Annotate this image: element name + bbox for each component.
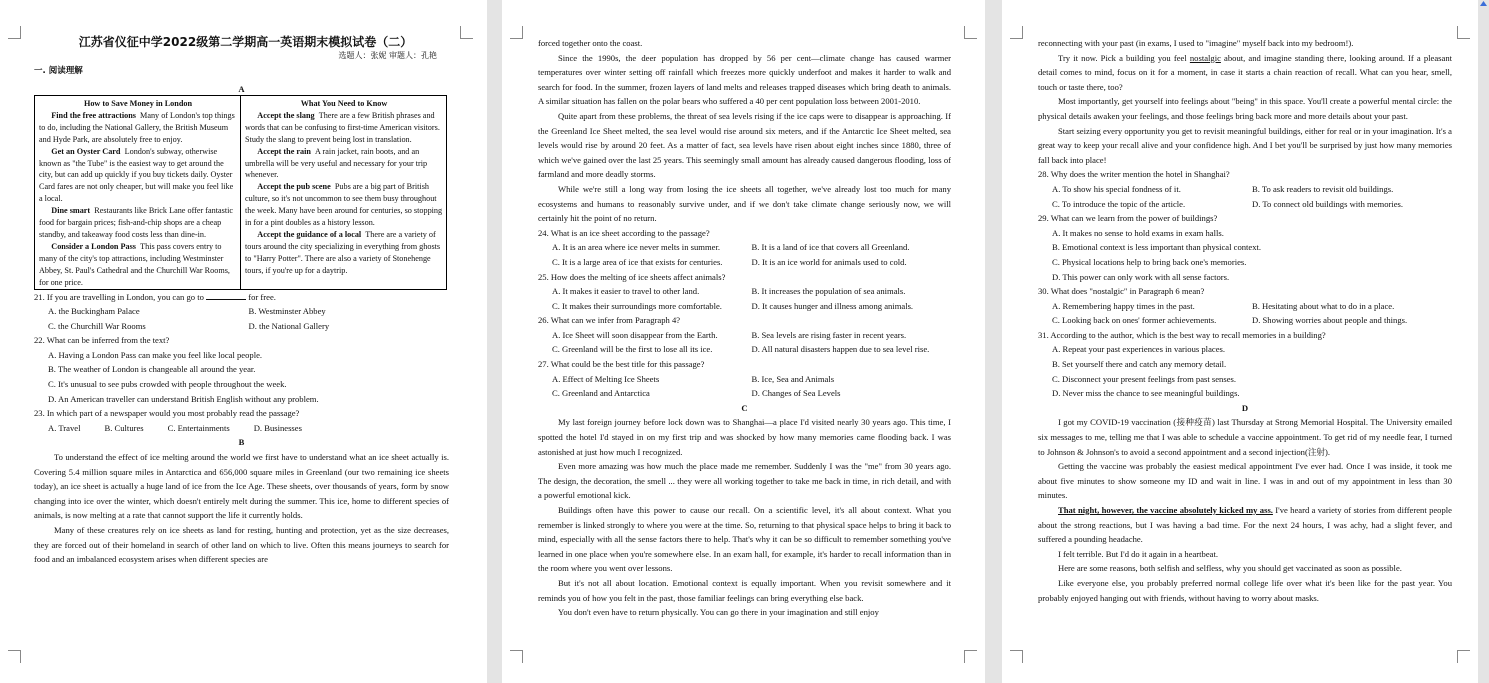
option: C. Entertainments: [167, 422, 230, 433]
paragraph: While we're still a long way from losing the ice sheets all together, we've already lost too much for many ecosystems and humans to reasonably survive under, and if we don't take climate change seriously now, we will certainly hit the point of no return.: [538, 183, 951, 224]
list-item: Consider a London Pass This pass covers entry to many of the city's top attractions, including Westminster Abbey, St. Paul's Cathedral and the Churchill War Rooms, for one price.: [39, 241, 230, 287]
passage-label-d: D: [1241, 402, 1249, 413]
option: C. It makes their surroundings more comfortable.: [552, 300, 722, 311]
list-item: Find the free attractions Many of London's top things to do, including the National Gallery, the British Museum and Hyde Park, are absolutely free to enjoy.: [39, 110, 235, 144]
underlined-word: nostalgic: [1189, 52, 1221, 63]
option: D. All natural disasters happen due to sea level rise.: [751, 344, 930, 355]
document-page-3: [1002, 0, 1478, 683]
option: C. the Churchill War Rooms: [48, 320, 146, 331]
option: B. The weather of London is changeable all around the year.: [48, 364, 256, 375]
question-28-options: [1038, 182, 1452, 211]
paragraph: I got my COVID-19 vaccination (接种疫苗) last Thursday at Strong Memorial Hospital. The University emailed six messages to me, telling me that I was able to schedule a vaccine appointment. To get rid of my needle fear, I turned to Johnson & Johnson's to avoid a second appointment and a second injection(注射).: [1038, 417, 1452, 457]
option: A. It makes no sense to hold exams in exam halls.: [1052, 227, 1224, 238]
paragraph: To understand the effect of ice melting around the world we first have to understand what an ice sheet actually is. Covering 5.4 million square miles in Antarctica and 656,000 square miles in Greenland (our two remaining ice sheets today), an ice sheet is actually a huge land of ice from the Ice Age. These sheets, over thousands of years, form by snow changing into ice over the winter, which doesn't entirely melt during the summer. This ice, home to different species of animals, is now melting at a rate that cannot support the life it currently holds.: [34, 452, 449, 521]
paragraph: Here are some reasons, both selfish and selfless, why you should get vaccinated as soon as possible.: [1058, 563, 1402, 574]
crop-mark: [8, 650, 21, 663]
option: A. Remembering happy times in the past.: [1052, 300, 1195, 311]
passage-a-right-column: [240, 96, 446, 289]
option: D. Never miss the chance to see meaningful buildings.: [1052, 388, 1240, 399]
option: B. Emotional context is less important than physical context.: [1052, 242, 1262, 253]
option: B. Westminster Abbey: [248, 306, 326, 317]
question-31: 31. According to the author, which is the best way to recall memories in a building?: [1038, 329, 1326, 340]
paragraph: forced together onto the coast.: [538, 38, 643, 48]
option: D. Businesses: [253, 422, 302, 433]
document-page-1: [0, 0, 487, 683]
question-25-options: [538, 284, 951, 313]
question-24: 24. What is an ice sheet according to the passage?: [538, 227, 710, 238]
option: A. Having a London Pass can make you feel like local people.: [48, 349, 263, 360]
document-page-2: [502, 0, 985, 683]
question-21: 21. If you are travelling in London, you can go to for free.: [34, 291, 276, 302]
answer-blank: [206, 290, 246, 300]
option: B. Cultures: [104, 422, 144, 433]
option: D. This power can only work with all sense factors.: [1052, 271, 1230, 282]
exam-authors: 选题人：张妮 审题人：孔艳: [338, 51, 437, 60]
option: C. To introduce the topic of the article.: [1052, 198, 1186, 209]
option: D. It causes hunger and illness among animals.: [751, 300, 914, 311]
paragraph: Buildings often have this power to cause our recall. On a scientific level, it's all about context. What you remember is linked strongly to where you were at the time. So, returning to that physical space helps to bring it back to mind, especially with all the sense factors there to help. That's why it can be so difficult to remember something you've learned in one place when you're somewhere else. In an exam hall, for example, it's harder to recall information than in the room where you went over lessons.: [538, 505, 951, 574]
crop-mark: [1457, 26, 1470, 39]
option: A. Repeat your past experiences in various places.: [1052, 344, 1226, 355]
question-26: 26. What can we infer from Paragraph 4?: [538, 315, 681, 326]
question-24-options: [538, 240, 951, 269]
crop-mark: [964, 26, 977, 39]
right-column-heading: What You Need to Know: [300, 99, 388, 108]
paragraph: Like everyone else, you probably preferred normal college life over what it's been like for the past year. You probably enjoyed hanging out with friends, without having to worry about masks.: [1038, 577, 1452, 603]
option: C. Greenland and Antarctica: [552, 388, 650, 399]
paragraph: But it's not all about location. Emotional context is equally important. When you revisit somewhere and it reminds you of how you felt in the past, those familiar feelings can bring everything else back.: [538, 577, 951, 603]
crop-mark: [510, 26, 523, 39]
list-item: Accept the rain A rain jacket, rain boots, and an umbrella will be very useful and necessary for your trip whenever.: [245, 146, 428, 180]
passage-a-left-column: [35, 96, 240, 289]
list-item: Accept the guidance of a local There are a variety of tours around the city specializing in everything from ghosts to "Harry Potter". There are also a variety of Stonehenge tours, if you're up for a daytrip.: [245, 229, 441, 275]
list-item: Dine smart Restaurants like Brick Lane offer fantastic food for bargain prices; fish-and-chip shops are a cheap standby, and takeaway food costs less than dine-in.: [39, 206, 234, 239]
list-item: Get an Oyster Card London's subway, otherwise known as "the Tube" is the easiest way to get around the city, but can add up quickly if you buy tickets daily. Oyster Card fares are not only cheaper, but will make you feel like a local.: [39, 146, 234, 204]
paragraph: You don't even have to return physically. You can go there in your imagination and still enjoy: [558, 607, 879, 618]
question-26-options: [538, 328, 951, 357]
option: A. the Buckingham Palace: [48, 306, 140, 317]
list-item: Accept the pub scene Pubs are a big part of British culture, so it's not uncommon to see them busy throughout the week. Many have been around for centuries, so stopping in for a pint doubles as a history lesson.: [245, 182, 443, 228]
option: D. Showing worries about people and things.: [1252, 315, 1408, 326]
crop-mark: [1010, 650, 1023, 663]
crop-mark: [1457, 650, 1470, 663]
question-27-options: [538, 372, 951, 401]
option: D. the National Gallery: [248, 320, 330, 331]
underlined-sentence: That night, however, the vaccine absolutely kicked my ass.: [1058, 505, 1273, 515]
paragraph: Try it now. Pick a building you feel nostalgic about, and imagine standing there, looking around. If a pleasant detail comes to mind, focus on it for a moment, in case it starts a chain reaction of recall. What can you hear, smell, touch or taste there, too?: [1038, 52, 1452, 92]
passage-label-c: C: [741, 402, 748, 413]
paragraph: reconnecting with your past (in exams, I used to "imagine" myself back into my bedroom!).: [1038, 38, 1354, 48]
crop-mark: [510, 650, 523, 663]
option: A. To show his special fondness of it.: [1052, 183, 1181, 194]
question-21-options: [34, 304, 449, 333]
question-29: 29. What can we learn from the power of buildings?: [1038, 213, 1218, 224]
list-item: Accept the slang There are a few British phrases and words that can be confusing to first-time American visitors. Study the slang to prevent being lost in translation.: [245, 110, 440, 144]
question-23: 23. In which part of a newspaper would you most probably read the passage?: [34, 408, 300, 419]
option: A. Travel: [48, 422, 81, 433]
paragraph: Many of these creatures rely on ice sheets as land for resting, hunting and protection, yet as the size decreases, they are forced out of their homeland in search of other land on which to live. Often this means journeys to search for food and an imbalanced ecosystem arises when different species are: [34, 525, 449, 565]
paragraph: Even more amazing was how much the place made me remember. Suddenly I was the "me" from 30 years ago. The design, the decoration, the smell ... they were all working together to take me back in time, in rich detail, and with a powerful emotional kick.: [538, 461, 951, 501]
question-30-options: [1038, 299, 1452, 328]
crop-mark: [460, 26, 473, 39]
option: B. It is a land of ice that covers all Greenland.: [751, 242, 910, 253]
question-22: 22. What can be inferred from the text?: [34, 335, 170, 346]
question-28: 28. Why does the writer mention the hotel in Shanghai?: [1038, 169, 1230, 180]
paragraph: That night, however, the vaccine absolutely kicked my ass. I've heard a variety of stories from different people about the strong reactions, but I was having a bad time. For the next 24 hours, I was achy, had a slight fever, and suffered a pounding headache.: [1038, 505, 1452, 545]
option: C. It's unusual to see pubs crowded with people throughout the week.: [48, 379, 287, 390]
question-25: 25. How does the melting of ice sheets affect animals?: [538, 271, 726, 282]
option: D. An American traveller can understand British English without any problem.: [48, 393, 319, 404]
question-30: 30. What does "nostalgic" in Paragraph 6 mean?: [1038, 286, 1205, 297]
question-27: 27. What could be the best title for this passage?: [538, 359, 705, 370]
paragraph: I felt terrible. But I'd do it again in a heartbeat.: [1058, 548, 1218, 559]
option: A. Effect of Melting Ice Sheets: [552, 373, 660, 384]
paragraph: Most importantly, get yourself into feelings about "being" in this space. You'll create a powerful mental circle: the physical details awaken your feelings, and those feelings bring back more and more details about your past.: [1038, 96, 1452, 121]
crop-mark: [1010, 26, 1023, 39]
option: B. To ask readers to revisit old buildings.: [1252, 183, 1394, 194]
crop-mark: [964, 650, 977, 663]
option: A. Ice Sheet will soon disappear from the Earth.: [552, 329, 718, 340]
option: A. It makes it easier to travel to other land.: [552, 286, 700, 297]
option: C. It is a large area of ice that exists for centuries.: [552, 256, 723, 267]
option: C. Looking back on ones' former achievements.: [1052, 315, 1217, 326]
option: D. It is an ice world for animals used to cold.: [751, 256, 907, 267]
paragraph: Since the 1990s, the deer population has dropped by 56 per cent—climate change has caused warmer temperatures over winter setting off rainfall which freezes more quickly underfoot and makes it harder to walk and search for food. In the summer, frozen layers of land melts and releases trapped diseases which bring death to animals. A similar situation has fallen on the polar bears who suffered a 40 per cent population loss between 2001-2010.: [538, 52, 951, 107]
paragraph: My last foreign journey before lock down was to Shanghai—a place I'd visited nearly 30 years ago. This time, I spotted the hotel I'd stayed in on my first trip and was shocked by how many memories came flooding back. I was astonished at just how much I recognized.: [538, 417, 951, 457]
option: B. It increases the population of sea animals.: [751, 286, 906, 297]
option: B. Sea levels are rising faster in recent years.: [751, 329, 907, 340]
crop-mark: [8, 26, 21, 39]
passage-label-b: B: [238, 437, 245, 448]
scroll-up-icon[interactable]: [1479, 0, 1488, 10]
paragraph: Getting the vaccine was probably the easiest medical appointment I've ever had. Once I was inside, it took me about five minutes to show someone my ID and wait in line. I was in and out of my appointment in less than 30 minutes.: [1038, 461, 1452, 501]
left-column-heading: How to Save Money in London: [83, 99, 193, 108]
option: B. Set yourself there and catch any memory detail.: [1052, 359, 1227, 370]
option: D. To connect old buildings with memories.: [1252, 198, 1404, 209]
option: A. It is an area where ice never melts in summer.: [552, 242, 720, 253]
option: D. Changes of Sea Levels: [751, 388, 841, 399]
section-heading: 一. 阅读理解: [34, 66, 83, 76]
exam-title: 江苏省仪征中学2022级第二学期高一英语期末模拟试卷（二）: [78, 35, 413, 49]
option: C. Greenland will be the first to lose all its ice.: [552, 344, 713, 355]
option: B. Hesitating about what to do in a place.: [1252, 300, 1395, 311]
question-23-options: [34, 421, 449, 436]
passage-a-table: [34, 95, 447, 290]
passage-label-a: A: [238, 84, 245, 94]
option: C. Disconnect your present feelings from past senses.: [1052, 373, 1237, 384]
paragraph: Quite apart from these problems, the threat of sea levels rising if the ice caps were to disappear is approaching. If the Greenland Ice Sheet melted, the sea level would rise around six meters, and if the Antarctic Ice Sheet melted, sea levels would rise by around 20 feet. As a matter of fact, sea levels have risen about eight inches since 1880, three of which we've gained over the last 25 years. This seemingly small amount has already caused dangerous flooding, loss of farmland and more deadly storms.: [538, 110, 951, 180]
option: B. Ice, Sea and Animals: [751, 373, 835, 384]
option: C. Physical locations help to bring back one's memories.: [1052, 256, 1247, 267]
paragraph: Start seizing every opportunity you get to revisit meaningful buildings, either for real or in your imagination. It's a great way to keep your recall alive and your confidence high. And I bet you'll be surprised by just how many memories fall back into place!: [1038, 125, 1452, 165]
